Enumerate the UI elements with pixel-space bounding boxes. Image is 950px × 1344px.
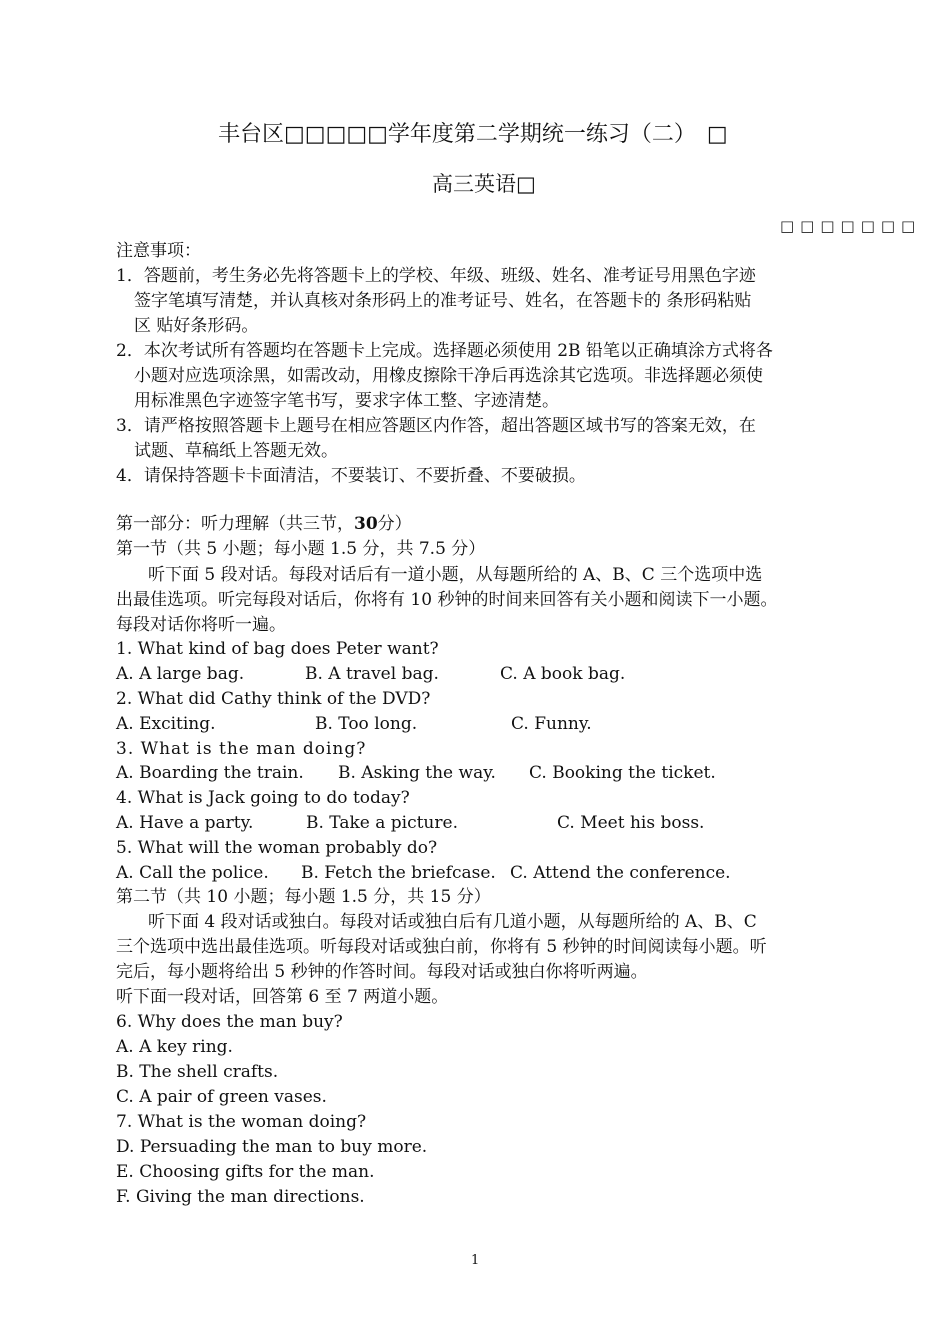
section2-heading: 第二节（共 10 小题；每小题 1.5 分，共 15 分） xyxy=(116,887,491,907)
question-3: 3. What is the man doing? xyxy=(116,739,367,759)
note-1-line-3: 区 贴好条形码。 xyxy=(134,316,259,336)
note-2-line-1: 2．本次考试所有答题均在答题卡上完成。选择题必须使用 2B 铅笔以正确填涂方式将各 xyxy=(116,341,773,361)
section1-instruction-2: 出最佳选项。听完每段对话后，你将有 10 秒钟的时间来回答有关小题和阅读下一小题。 xyxy=(116,590,778,610)
part1-heading-pre: 第一部分：听力理解（共三节， xyxy=(116,514,354,534)
note-3-line-1: 3．请严格按照答题卡上题号在相应答题区内作答，超出答题区域书写的答案无效，在 xyxy=(116,416,756,436)
q4-option-a: A. Have a party. xyxy=(116,813,254,833)
question-5: 5. What will the woman probably do? xyxy=(116,838,438,858)
part1-score: 30 xyxy=(354,514,378,534)
q3-option-c: C. Booking the ticket. xyxy=(529,763,716,783)
question-2: 2. What did Cathy think of the DVD? xyxy=(116,689,431,709)
q1-option-c: C. A book bag. xyxy=(500,664,626,684)
q5-option-c: C. Attend the conference. xyxy=(510,863,731,883)
q1-option-b: B. A travel bag. xyxy=(305,664,439,684)
q5-option-b: B. Fetch the briefcase. xyxy=(301,863,496,883)
question-7: 7. What is the woman doing? xyxy=(116,1112,367,1132)
page-number: 1 xyxy=(471,1253,480,1268)
q3-option-b: B. Asking the way. xyxy=(338,763,496,783)
note-1-line-1: 1．答题前，考生务必先将答题卡上的学校、年级、班级、姓名、准考证号用黑色字迹 xyxy=(116,266,756,286)
exam-subject: 高三英语□ xyxy=(432,172,536,196)
section2-instruction-1: 听下面 4 段对话或独白。每段对话或独白后有几道小题，从每题所给的 A、B、C xyxy=(148,912,757,932)
notes-heading: 注意事项： xyxy=(116,241,201,261)
exam-title: 丰台区□□□□□学年度第二学期统一练习（二） □ xyxy=(218,122,728,147)
corner-marks: □□□□□□□ xyxy=(780,217,922,235)
q7-option-d: D. Persuading the man to buy more. xyxy=(116,1137,428,1157)
section1-heading: 第一节（共 5 小题；每小题 1.5 分，共 7.5 分） xyxy=(116,539,486,559)
section2-instruction-3: 完后，每小题将给出 5 秒钟的作答时间。每段对话或独白你将听两遍。 xyxy=(116,962,648,982)
question-6: 6. Why does the man buy? xyxy=(116,1012,343,1032)
q7-option-e: E. Choosing gifts for the man. xyxy=(116,1162,375,1182)
section1-instruction-1: 听下面 5 段对话。每段对话后有一道小题，从每题所给的 A、B、C 三个选项中选 xyxy=(148,565,763,585)
q5-option-a: A. Call the police. xyxy=(116,863,269,883)
section1-instruction-3: 每段对话你将听一遍。 xyxy=(116,615,286,635)
note-2-line-2: 小题对应选项涂黑，如需改动，用橡皮擦除干净后再选涂其它选项。非选择题必须使 xyxy=(134,366,763,386)
q6-option-a: A. A key ring. xyxy=(116,1037,233,1057)
q2-option-c: C. Funny. xyxy=(511,714,592,734)
question-1: 1. What kind of bag does Peter want? xyxy=(116,639,439,659)
section2-instruction-2: 三个选项中选出最佳选项。听每段对话或独白前，你将有 5 秒钟的时间阅读每小题。听 xyxy=(116,937,767,957)
q3-option-a: A. Boarding the train. xyxy=(116,763,304,783)
q7-option-f: F. Giving the man directions. xyxy=(116,1187,365,1207)
q4-option-b: B. Take a picture. xyxy=(306,813,458,833)
q2-option-b: B. Too long. xyxy=(315,714,418,734)
part1-heading xyxy=(116,513,412,535)
part1-heading-post: 分） xyxy=(377,514,412,534)
question-4: 4. What is Jack going to do today? xyxy=(116,788,410,808)
note-4-line-1: 4．请保持答题卡卡面清洁，不要装订、不要折叠、不要破损。 xyxy=(116,466,586,486)
q4-option-c: C. Meet his boss. xyxy=(557,813,705,833)
note-1-line-2: 签字笔填写清楚，并认真核对条形码上的准考证号、姓名，在答题卡的 条形码粘贴 xyxy=(134,291,752,311)
q6-option-b: B. The shell crafts. xyxy=(116,1062,279,1082)
section2-lead: 听下面一段对话，回答第 6 至 7 两道小题。 xyxy=(116,987,449,1007)
q1-option-a: A. A large bag. xyxy=(116,664,245,684)
q2-option-a: A. Exciting. xyxy=(116,714,216,734)
q6-option-c: C. A pair of green vases. xyxy=(116,1087,327,1107)
note-3-line-2: 试题、草稿纸上答题无效。 xyxy=(134,441,338,461)
note-2-line-3: 用标准黑色字迹签字笔书写，要求字体工整、字迹清楚。 xyxy=(134,391,559,411)
